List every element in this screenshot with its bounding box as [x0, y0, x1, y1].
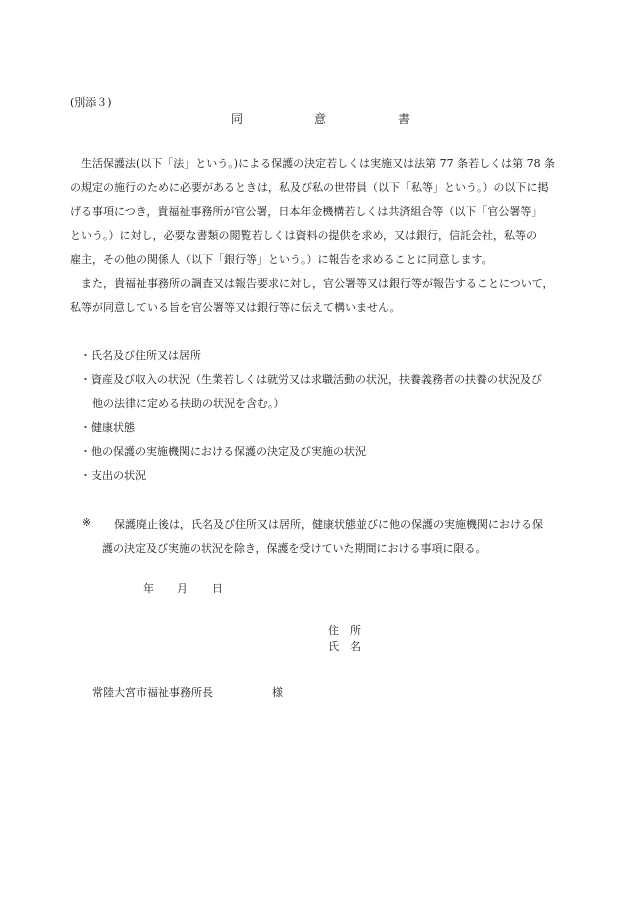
title-char: 書 — [398, 112, 411, 126]
body-line: の規定の施行のために必要があるときは，私及び私の世帯員（以下「私等」という。）の以下に掲 — [70, 181, 549, 194]
list-item: ・氏名及び住所又は居所 — [80, 349, 201, 362]
note-line: 護の決定及び実施の状況を除き，保護を受けていた期間における事項に限る。 — [102, 542, 487, 555]
body-line: 雇主，その他の関係人（以下「銀行等」という。）に報告を求めることに同意します。 — [70, 253, 493, 266]
body-line: 私等が同意している旨を官公署等又は銀行等に伝えて構いません。 — [70, 301, 401, 314]
name-label: 氏 名 — [328, 640, 361, 653]
note-line: 保護廃止後は，氏名及び住所又は居所，健康状態並びに他の保護の実施機関における保 — [114, 518, 543, 531]
list-item: ・資産及び収入の状況（生業若しくは就労又は求職活動の状況，扶養義務者の扶養の状況及び — [80, 373, 542, 386]
honorific: 様 — [272, 686, 283, 699]
list-item: ・他の保護の実施機関における保護の決定及び実施の状況 — [80, 445, 366, 458]
title-char: 意 — [314, 112, 327, 126]
date-year-label: 年 — [143, 582, 154, 595]
title-char: 同 — [231, 112, 244, 126]
list-item: ・健康状態 — [80, 421, 135, 434]
body-line: 生活保護法(以下「法」という。)による保護の決定若しくは実施又は法第 77 条若しくは第 78 条 — [70, 157, 556, 170]
date-month-label: 月 — [177, 582, 188, 595]
body-line: という。）に対し，必要な書類の閲覧若しくは資料の提供を求め，又は銀行，信託会社，私等の — [70, 229, 538, 242]
address-label: 住 所 — [328, 624, 361, 637]
list-item-continuation: 他の法律に定める扶助の状況を含む。） — [92, 397, 285, 410]
date-day-label: 日 — [212, 582, 223, 595]
recipient: 常陸大宮市福祉事務所長 — [92, 686, 213, 699]
list-item: ・支出の状況 — [80, 469, 146, 482]
body-line: また，貴福祉事務所の調査又は報告要求に対し，官公署等又は銀行等が報告することについて， — [70, 277, 554, 290]
note-mark: ※ — [82, 516, 92, 529]
body-line: げる事項につき，貴福祉事務所が官公署，日本年金機構若しくは共済組合等（以下「官公署等」 — [70, 205, 543, 218]
attachment-label: (別添３) — [70, 96, 112, 109]
